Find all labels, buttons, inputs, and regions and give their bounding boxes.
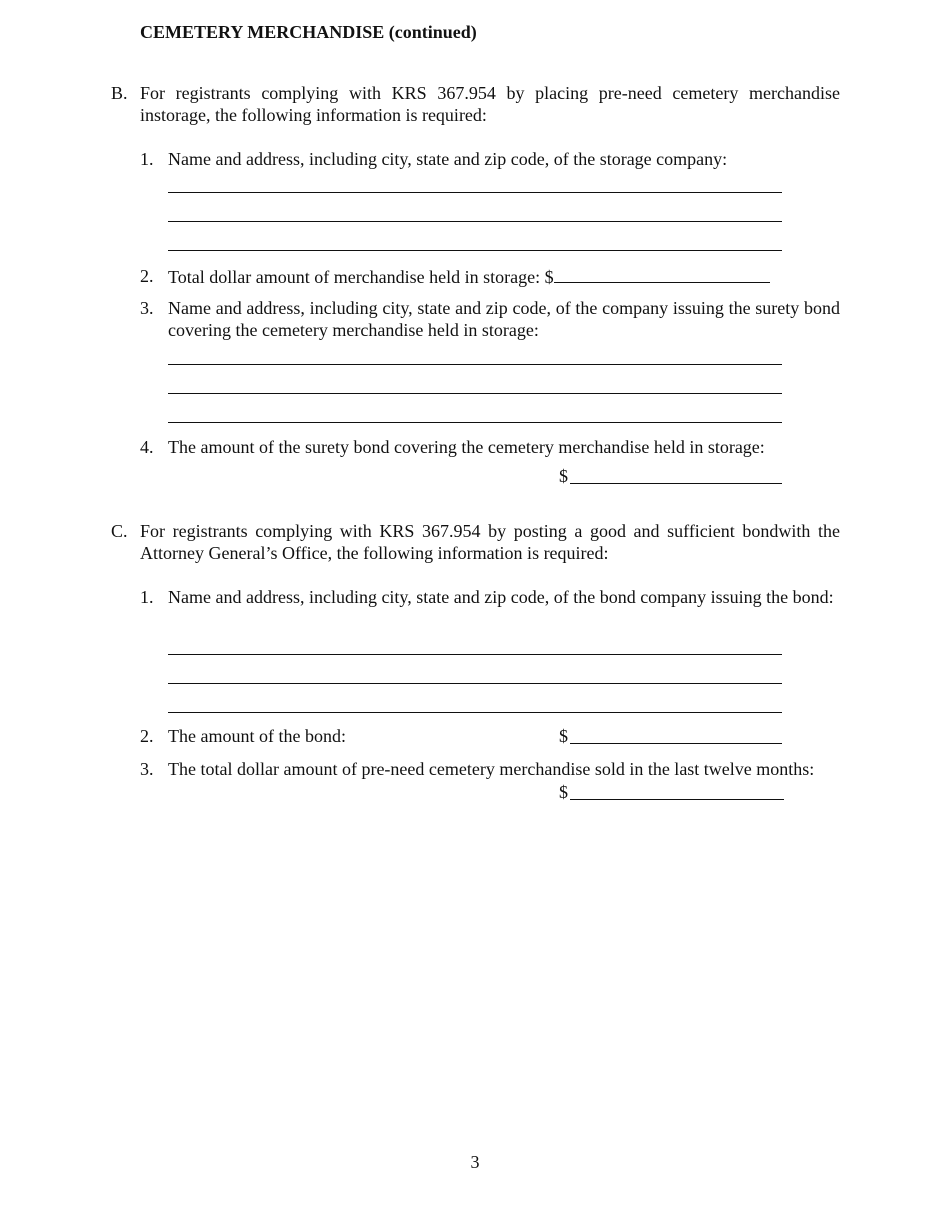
section-b-item-4-text: The amount of the surety bond covering the cemetery merchandise held in storage:: [168, 437, 765, 457]
bond-company-line-1[interactable]: [168, 654, 782, 655]
merchandise-sold-amount-field[interactable]: [570, 799, 784, 800]
section-b-item-3-number: 3.: [140, 298, 154, 318]
section-b-item-4-number: 4.: [140, 437, 154, 457]
storage-company-line-1[interactable]: [168, 192, 782, 193]
page-number: 3: [470, 1152, 480, 1172]
section-b-item-1-text: Name and address, including city, state and zip code, of the storage company:: [168, 149, 728, 169]
bond-company-line-3[interactable]: [168, 712, 782, 713]
section-b-letter: B.: [111, 83, 128, 103]
section-c-item-3-number: 3.: [140, 759, 154, 779]
merchandise-sold-dollar-sign: $: [559, 782, 568, 802]
surety-company-line-3[interactable]: [168, 422, 782, 423]
bond-company-line-2[interactable]: [168, 683, 782, 684]
section-b-item-2: [168, 265, 770, 288]
surety-bond-dollar-sign: $: [559, 466, 568, 486]
section-b-item-3-text: Name and address, including city, state and zip code, of the company issuing the surety bond covering the cemetery merchandise held in storage:: [168, 298, 840, 340]
surety-company-line-1[interactable]: [168, 364, 782, 365]
page-title: CEMETERY MERCHANDISE (continued): [140, 22, 477, 42]
section-c-item-2-text: The amount of the bond:: [168, 726, 346, 746]
section-c-letter: C.: [111, 521, 128, 541]
section-c-item-1-text: Name and address, including city, state and zip code, of the bond company issuing the bond:: [168, 587, 834, 607]
storage-company-line-2[interactable]: [168, 221, 782, 222]
storage-company-line-3[interactable]: [168, 250, 782, 251]
section-b-item-2-text: Total dollar amount of merchandise held in storage: $: [168, 267, 554, 287]
bond-amount-dollar-sign: $: [559, 726, 568, 746]
surety-company-line-2[interactable]: [168, 393, 782, 394]
section-c-item-2-number: 2.: [140, 726, 154, 746]
bond-amount-field[interactable]: [570, 743, 782, 744]
section-b-item-2-number: 2.: [140, 266, 154, 286]
section-c-item-1-number: 1.: [140, 587, 154, 607]
section-c-item-3-text: The total dollar amount of pre-need cemetery merchandise sold in the last twelve months:: [168, 759, 815, 779]
merchandise-storage-amount-field[interactable]: [554, 265, 770, 283]
surety-bond-amount-field[interactable]: [570, 483, 782, 484]
section-c-text: For registrants complying with KRS 367.954 by posting a good and sufficient bondwith the Attorney General’s Office, the following information is required:: [140, 521, 840, 563]
section-b-text: For registrants complying with KRS 367.954 by placing pre-need cemetery merchandise instorage, the following information is required:: [140, 83, 840, 125]
section-b-item-1-number: 1.: [140, 149, 154, 169]
